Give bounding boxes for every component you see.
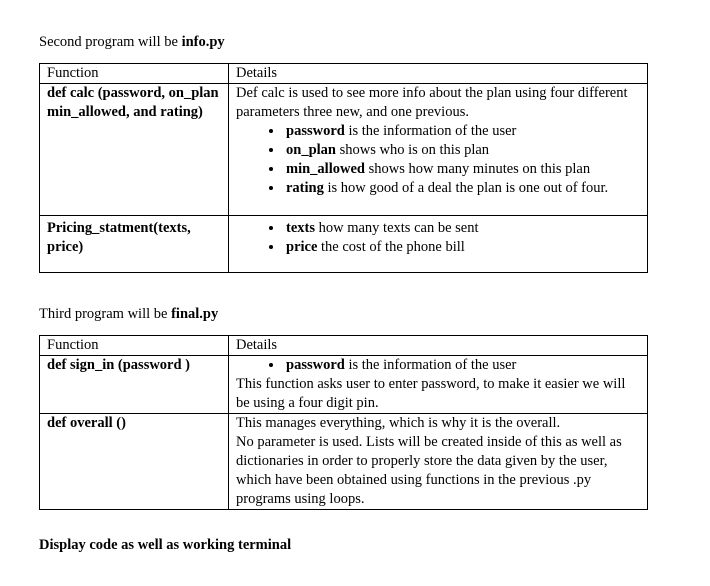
table-row <box>40 414 648 510</box>
column-header-details: Details <box>229 336 648 356</box>
details-intro: Def calc is used to see more info about the plan using four different parameters three new, and one previous. <box>236 85 628 120</box>
list-item <box>284 122 641 141</box>
parameter-description: the cost of the phone bill <box>317 239 465 255</box>
heading-text: Third program will be <box>39 306 172 322</box>
info-functions-table <box>39 63 648 273</box>
parameter-list <box>236 219 641 257</box>
details-text: This manages everything, which is why it is the overall. <box>236 415 561 431</box>
list-item <box>284 160 641 179</box>
parameter-list <box>236 122 641 198</box>
parameter-description: how many texts can be sent <box>315 220 479 236</box>
parameter-name: password <box>286 123 345 139</box>
function-signature: def calc (password, on_plan min_allowed, and rating) <box>40 84 229 216</box>
parameter-description: shows who is on this plan <box>335 142 490 158</box>
function-details <box>229 216 648 273</box>
function-details <box>229 356 648 414</box>
list-item <box>284 356 641 375</box>
final-functions-table <box>39 335 648 510</box>
parameter-description: is the information of the user <box>344 123 517 139</box>
section-heading-info <box>39 33 225 52</box>
column-header-function: Function <box>40 64 229 84</box>
parameter-description: is the information of the user <box>344 357 517 373</box>
parameter-name: password <box>286 357 345 373</box>
list-item <box>284 238 641 257</box>
table-row <box>40 356 648 414</box>
parameter-name: texts <box>286 220 315 236</box>
details-text: No parameter is used. Lists will be created inside of this as well as dictionaries in order to properly store the data given by the user, which have been obtained using functions in the previous .py programs using loops. <box>236 434 622 507</box>
function-signature: Pricing_statment(texts, price) <box>40 216 229 273</box>
function-signature: def sign_in (password ) <box>40 356 229 414</box>
heading-text: Second program will be <box>39 34 182 50</box>
parameter-list <box>236 356 641 375</box>
section-heading-final <box>39 305 218 324</box>
parameter-description: shows how many minutes on this plan <box>364 161 591 177</box>
parameter-name: price <box>286 239 318 255</box>
heading-filename: final.py <box>171 306 219 322</box>
heading-filename: info.py <box>181 34 225 50</box>
table-header-row <box>40 64 648 84</box>
column-header-details: Details <box>229 64 648 84</box>
list-item <box>284 219 641 238</box>
column-header-function: Function <box>40 336 229 356</box>
table-row <box>40 216 648 273</box>
parameter-name: min_allowed <box>286 161 365 177</box>
details-text: This function asks user to enter password, to make it easier we will be using a four digit pin. <box>236 376 626 411</box>
list-item <box>284 141 641 160</box>
table-header-row <box>40 336 648 356</box>
function-details <box>229 84 648 216</box>
function-details <box>229 414 648 510</box>
parameter-description: is how good of a deal the plan is one out of four. <box>323 180 609 196</box>
function-signature: def overall () <box>40 414 229 510</box>
parameter-name: on_plan <box>286 142 336 158</box>
parameter-name: rating <box>286 180 324 196</box>
list-item <box>284 179 641 198</box>
table-row <box>40 84 648 216</box>
footer-instruction: Display code as well as working terminal <box>39 537 292 553</box>
